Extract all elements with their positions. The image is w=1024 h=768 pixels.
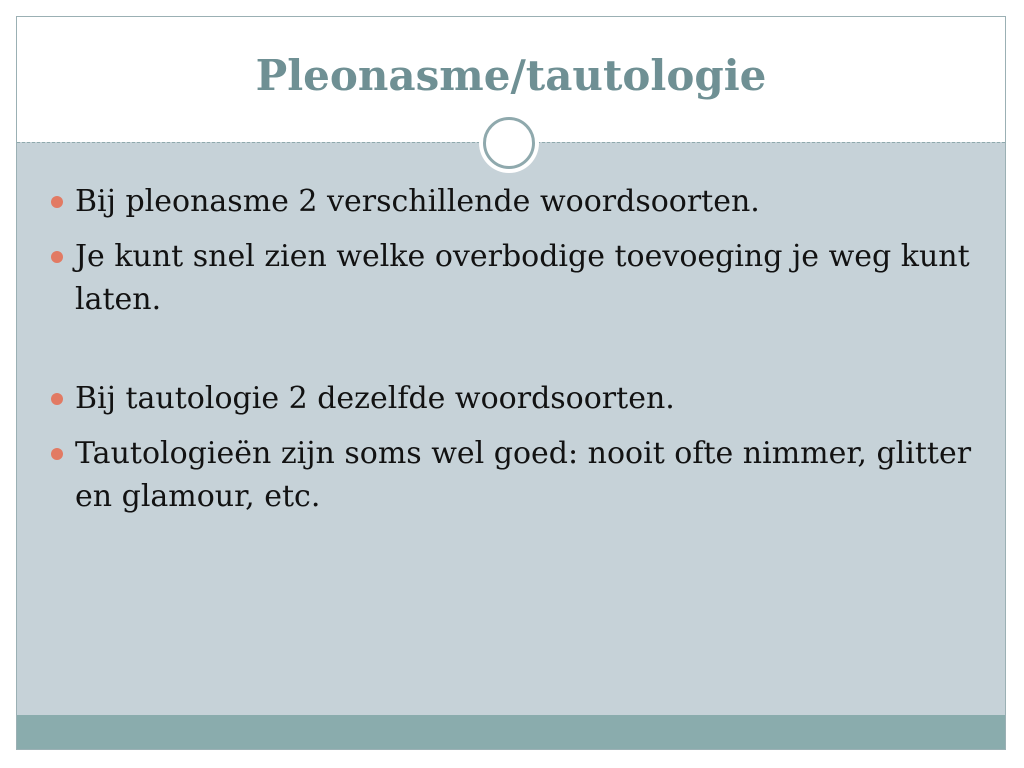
bullet-dot-icon — [51, 196, 63, 208]
bottom-band — [17, 715, 1005, 749]
bullet-list — [45, 180, 990, 530]
bullet-item — [45, 180, 990, 223]
bullet-dot-icon — [51, 251, 63, 263]
bullet-item — [45, 377, 990, 420]
slide — [16, 16, 1006, 750]
bullet-text: Je kunt snel zien welke overbodige toevoeging je weg kunt laten. — [75, 239, 970, 317]
bullet-item — [45, 432, 990, 518]
bullet-text: Bij tautologie 2 dezelfde woordsoorten. — [75, 381, 675, 416]
bullet-dot-icon — [51, 393, 63, 405]
bullet-item — [45, 235, 990, 321]
slide-title: Pleonasme/tautologie — [255, 51, 767, 100]
bullet-text: Bij pleonasme 2 verschillende woordsoorten. — [75, 184, 760, 219]
bullet-text: Tautologieën zijn soms wel goed: nooit ofte nimmer, glitter en glamour, etc. — [75, 436, 972, 514]
divider-circle-icon — [483, 117, 535, 169]
bullet-dot-icon — [51, 448, 63, 460]
